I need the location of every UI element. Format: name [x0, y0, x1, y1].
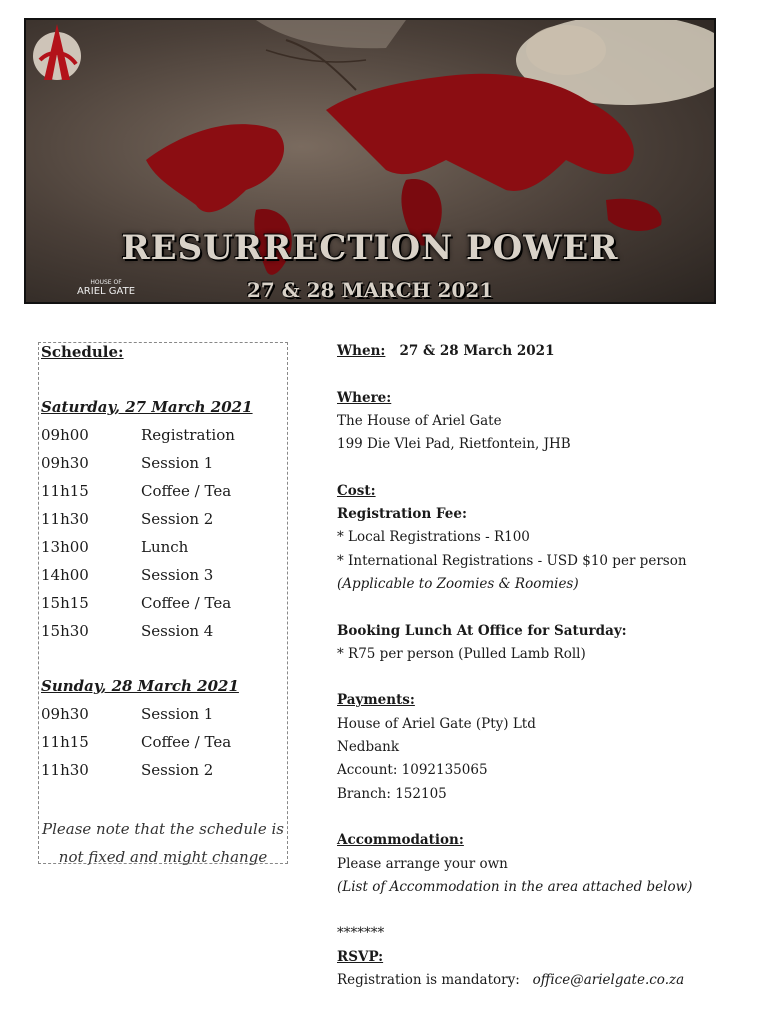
schedule-note	[39, 815, 287, 871]
schedule-row	[41, 454, 213, 472]
separator: *******	[337, 925, 385, 942]
schedule-time: 11h30	[41, 761, 89, 779]
day-heading-sunday: Sunday, 28 March 2021	[41, 677, 239, 695]
schedule-time: 11h30	[41, 510, 89, 528]
ariel-gate-logo-icon	[26, 20, 88, 108]
rsvp-email-link[interactable]: office@arielgate.co.za	[532, 972, 685, 989]
schedule-heading: Schedule:	[41, 343, 124, 361]
schedule-event: Session 4	[141, 622, 214, 640]
event-banner	[24, 18, 716, 304]
schedule-time: 15h15	[41, 594, 89, 612]
schedule-box	[38, 342, 288, 864]
when-value: 27 & 28 March 2021	[399, 343, 555, 359]
event-info	[337, 340, 737, 992]
schedule-row	[41, 594, 231, 612]
schedule-row	[41, 538, 188, 556]
event-date: 27 & 28 MARCH 2021	[246, 278, 494, 302]
schedule-row	[41, 761, 213, 779]
schedule-note-line2: not fixed and might change	[58, 848, 268, 866]
schedule-event: Coffee / Tea	[141, 482, 232, 500]
schedule-row	[41, 705, 213, 723]
schedule-time: 11h15	[41, 482, 89, 500]
lunch-label: Booking Lunch At Office for Saturday:	[337, 622, 627, 639]
schedule-event: Session 2	[141, 510, 214, 528]
schedule-event: Session 1	[141, 454, 214, 472]
schedule-time: 09h00	[41, 426, 89, 444]
schedule-event: Coffee / Tea	[141, 733, 232, 751]
schedule-event: Session 3	[141, 566, 214, 584]
event-title: RESURRECTION POWER	[121, 228, 619, 268]
accommodation-value: Please arrange your own	[337, 855, 508, 872]
rsvp-label: RSVP:	[337, 948, 384, 965]
payments-label: Payments:	[337, 692, 415, 709]
lunch-value: * R75 per person (Pulled Lamb Roll)	[337, 645, 586, 662]
schedule-event: Lunch	[141, 538, 189, 556]
where-venue: The House of Ariel Gate	[337, 412, 502, 429]
schedule-time: 13h00	[41, 538, 89, 556]
schedule-time: 14h00	[41, 566, 89, 584]
where-label: Where:	[337, 389, 392, 406]
rsvp-text: Registration is mandatory:	[337, 972, 520, 989]
payment-branch: Branch: 152105	[337, 785, 447, 802]
schedule-time: 11h15	[41, 733, 89, 751]
schedule-row	[41, 733, 231, 751]
logo-text-ariel-gate: ARIEL GATE	[76, 286, 136, 297]
schedule-event: Registration	[141, 426, 235, 444]
fee-international: * International Registrations - USD $10 per person	[337, 552, 687, 569]
fee-label: Registration Fee:	[337, 506, 467, 523]
where-address: 199 Die Vlei Pad, Rietfontein, JHB	[337, 436, 571, 453]
schedule-time: 09h30	[41, 454, 89, 472]
schedule-time: 09h30	[41, 705, 89, 723]
payment-bank: Nedbank	[337, 739, 400, 756]
fee-note: (Applicable to Zoomies & Roomies)	[337, 575, 579, 592]
day-heading-saturday: Saturday, 27 March 2021	[41, 398, 253, 416]
when-line	[337, 340, 737, 363]
schedule-event: Session 1	[141, 705, 214, 723]
payment-account-name: House of Ariel Gate (Pty) Ltd	[337, 715, 536, 732]
schedule-time: 15h30	[41, 622, 89, 640]
cost-label: Cost:	[337, 482, 376, 499]
schedule-row	[41, 426, 235, 444]
schedule-row	[41, 482, 231, 500]
accommodation-label: Accommodation:	[337, 832, 464, 849]
schedule-event: Session 2	[141, 761, 214, 779]
logo-text-house-of: HOUSE OF	[90, 279, 122, 286]
schedule-row	[41, 622, 213, 640]
fee-local: * Local Registrations - R100	[337, 529, 530, 546]
payment-account-number: Account: 1092135065	[337, 762, 488, 779]
schedule-row	[41, 566, 213, 584]
when-label: When:	[337, 343, 386, 359]
accommodation-note: (List of Accommodation in the area attached below)	[337, 878, 693, 895]
schedule-note-line1: Please note that the schedule is	[41, 820, 284, 838]
rsvp-line	[337, 969, 737, 992]
schedule-event: Coffee / Tea	[141, 594, 232, 612]
schedule-row	[41, 510, 213, 528]
